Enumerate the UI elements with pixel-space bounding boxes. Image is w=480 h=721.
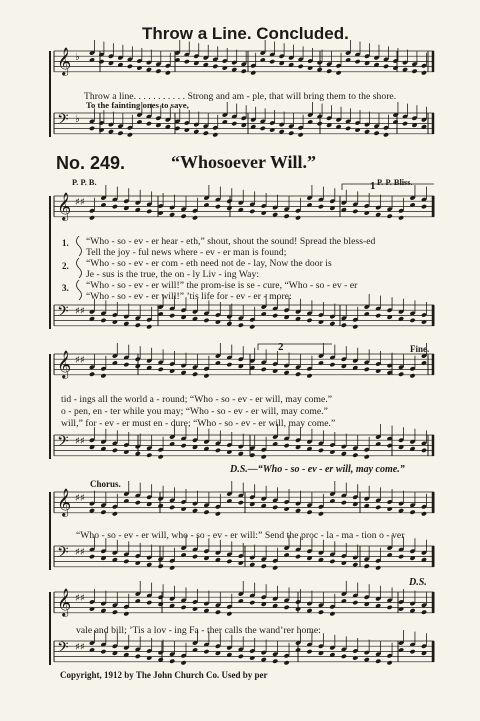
note-head [89,372,95,377]
note-head [329,559,335,564]
note-head [135,500,141,505]
note-head [215,511,221,516]
note-head [146,655,152,660]
note-head [112,319,118,324]
note-head [180,214,186,219]
note-head [203,131,209,136]
note-head [345,57,351,62]
note-head [355,59,361,64]
note-head [231,121,237,126]
treble-clef: 𝄞 [57,588,72,616]
first-ending-label: 1 [370,180,376,192]
note-head [261,367,267,372]
key-signature: ♯♯ [75,593,85,604]
note-head [284,660,290,665]
treble-clef: 𝄞 [57,350,72,378]
note-head [421,360,427,365]
lyric-line: “Who - so - ev - er com - eth need not de - lay, Now the door is [86,258,332,269]
bass-clef: 𝄢 [57,544,69,565]
note-head [269,59,275,64]
verse-brace [77,236,82,256]
note-head [192,606,198,611]
note-head [146,121,152,126]
note-head [241,69,247,74]
bass-clef: 𝄢 [57,111,69,132]
note-head [398,215,404,220]
key-signature: ♭ [75,114,80,125]
note-head [146,453,152,458]
note-head [238,560,244,565]
treble-clef: 𝄞 [57,488,72,516]
note-head [421,319,427,324]
note-head [249,324,255,329]
note-head [100,202,106,207]
note-head [307,65,313,70]
prev-hymn-title: Throw a Line. Concluded. [142,24,349,43]
note-head [392,65,398,70]
note-head [375,313,381,318]
note-head [318,319,324,324]
chorus-lyric-line: “Who - so - ev - er will, who - so - ev - er will:” Send the proc - la - ma - tion o - ver [76,530,405,541]
note-head [261,210,267,215]
note-head [89,57,95,62]
note-head [136,65,142,70]
lyric-line: “Who - so - ev - er hear - eth,” shout, shout the sound! Spread the bless-ed [86,236,376,247]
note-head [155,69,161,74]
note-head [226,559,232,564]
note-head [135,654,141,659]
bass-clef: 𝄢 [57,303,69,324]
note-head [180,605,186,610]
treble-clef: 𝄞 [57,47,72,75]
note-head [184,127,190,132]
note-head [421,448,427,453]
key-signature: ♯♯ [75,197,85,208]
note-head [212,132,218,137]
note-head [284,443,290,448]
note-head [387,605,393,610]
copyright-notice: Copyright, 1912 by The John Church Co. Used by per [60,670,268,680]
note-head [123,362,129,367]
note-head [364,564,370,569]
note-head [421,204,427,209]
verse-number: 1. [62,238,69,248]
note-head [364,311,370,316]
note-head [135,598,141,603]
note-head [192,372,198,377]
note-head [375,659,381,664]
note-head [169,505,175,510]
note-head [345,126,351,131]
note-head [238,323,244,328]
note-head [100,318,106,323]
note-head [215,360,221,365]
note-head [318,360,324,365]
note-head [341,323,347,328]
note-head [238,500,244,505]
second-ending-bracket [258,344,332,350]
note-head [123,559,129,564]
note-head [89,606,95,611]
note-head [295,647,301,652]
note-head [375,368,381,373]
note-head [295,606,301,611]
bass-clef: 𝄢 [57,433,69,454]
note-head [317,121,323,126]
note-head [127,64,133,69]
note-head [352,655,358,660]
note-head [222,65,228,70]
note-head [306,202,312,207]
key-signature: ♯♯ [75,547,85,558]
note-head [215,204,221,209]
note-head [261,564,267,569]
note-head [158,311,164,316]
note-head [298,132,304,137]
note-head [272,659,278,664]
lyric-line: Je - sus is the true, the on - ly Liv - ing Way: [86,269,260,280]
lyric-line: “Who - so - ev - er will!” the prom-ise is se - cure, “Who - so - ev - er [86,280,358,291]
note-head [123,611,129,616]
note-head [329,362,335,367]
note-head [249,600,255,605]
lyric-line: Tell the joy - ful news where - ev - er man is found; [86,247,287,258]
prev-hymn-lyric-line-2: To the fainting ones to save, [86,100,189,110]
note-head [158,210,164,215]
note-head [421,511,427,516]
note-head [203,649,209,654]
note-head [226,498,232,503]
note-head [165,70,171,75]
note-head [295,372,301,377]
note-head [89,647,95,652]
final-lyric-line: vale and bill; ’Tis a lov - ing Fa - ther calls the wand’rer home: [76,625,321,636]
note-head [203,202,209,207]
prev-hymn-lyric-line: Throw a line. . . . . . . . . . . Strong and am - ple, that will bring them to the shore. [84,91,397,102]
second-ending-label: 2 [278,341,284,353]
key-signature: ♯♯ [75,436,85,447]
note-head [238,598,244,603]
key-signature: ♯♯ [75,493,85,504]
note-head [355,127,361,132]
note-head [238,654,244,659]
note-head [249,655,255,660]
note-head [409,510,415,515]
note-head [421,70,427,75]
note-head [402,121,408,126]
note-head [260,126,266,131]
note-head [295,554,301,559]
note-head [180,660,186,665]
note-head [112,448,118,453]
note-head [409,318,415,323]
note-head [398,606,404,611]
note-head [146,324,152,329]
note-head [398,647,404,652]
note-head [184,59,190,64]
note-head [318,448,324,453]
note-head [306,318,312,323]
note-head [260,57,266,62]
note-head [421,610,427,615]
note-head [112,511,118,516]
note-head [383,64,389,69]
note-head [373,131,379,136]
note-head [272,313,278,318]
note-head [215,319,221,324]
note-head [89,215,95,220]
key-signature: ♯♯ [75,355,85,366]
note-head [284,506,290,511]
note-head [352,453,358,458]
note-head [409,373,415,378]
key-signature: ♯♯ [75,642,85,653]
note-head [387,552,393,557]
note-head [341,654,347,659]
dal-segno-text: D.S.—“Who - so - ev - er will, may come.” [230,464,405,475]
lyric-line: will,” for - ev - er must en - dure; “Who - so - ev - er will, may come.” [61,418,336,429]
note-head [136,119,142,124]
note-head [158,367,164,372]
note-head [352,209,358,214]
note-head [364,367,370,372]
note-head [117,131,123,136]
note-head [192,554,198,559]
note-head [123,498,129,503]
note-head [272,368,278,373]
note-head [226,362,232,367]
note-head [180,506,186,511]
note-head [169,659,175,664]
note-head [329,611,335,616]
note-head [398,554,404,559]
note-head [398,372,404,377]
note-head [272,505,278,510]
note-head [127,132,133,137]
note-head [387,660,393,665]
ds-mark: D.S. [409,577,427,588]
note-head [112,204,118,209]
note-head [192,215,198,220]
note-head [411,69,417,74]
note-head [215,448,221,453]
note-head [261,311,267,316]
note-head [318,511,324,516]
verse-brace [77,258,82,278]
note-head [392,119,398,124]
note-head [341,560,347,565]
note-head [100,649,106,654]
note-head [100,510,106,515]
note-head [112,610,118,615]
note-head [146,600,152,605]
note-head [98,59,104,64]
note-head [100,373,106,378]
note-head [272,441,278,446]
words-credit: P. P. B. [72,178,97,187]
note-head [288,131,294,136]
note-head [222,119,228,124]
lyric-line: o - pen, en - ter while you may; “Who - so - ev - er will, may come.” [61,406,328,417]
note-head [387,214,393,219]
hymn-title: “Whosoever Will.” [171,152,317,172]
note-head [169,565,175,570]
note-head [375,505,381,510]
note-head [158,454,164,459]
key-signature: ♭ [75,52,80,63]
note-head [212,64,218,69]
note-head [226,449,232,454]
note-head [146,209,152,214]
verse-number: 3. [62,283,69,293]
note-head [169,441,175,446]
note-head [169,313,175,318]
note-head [375,441,381,446]
note-head [135,560,141,565]
note-head [180,443,186,448]
note-head [364,210,370,215]
key-signature: ♯♯ [75,306,85,317]
note-head [318,610,324,615]
bass-clef: 𝄢 [57,639,69,660]
note-head [329,498,335,503]
note-head [318,204,324,209]
note-head [169,368,175,373]
hymn-number: No. 249. [56,153,126,173]
note-head [383,132,389,137]
note-head [364,454,370,459]
note-head [341,500,347,505]
note-head [249,209,255,214]
note-head [158,564,164,569]
note-head [341,598,347,603]
note-head [261,454,267,459]
note-head [284,214,290,219]
fine-label: Fine. [410,344,430,354]
note-head [226,611,232,616]
note-head [306,649,312,654]
note-head [409,202,415,207]
note-head [409,649,415,654]
note-head [295,215,301,220]
note-head [112,360,118,365]
note-head [215,610,221,615]
note-head [203,318,209,323]
note-head [180,552,186,557]
note-head [352,324,358,329]
note-head [89,554,95,559]
note-head [298,64,304,69]
note-head [306,510,312,515]
chorus-label: Chorus. [90,479,121,489]
lyric-line: tid - ings all the world a - round; “Who - so - ev - er will, may come.” [61,394,333,405]
verse-number: 2. [62,261,69,271]
note-head [307,119,313,124]
note-head [352,600,358,605]
note-head [329,449,335,454]
note-head [98,127,104,132]
note-head [375,565,381,570]
music-credit: P. P. Bliss. [377,178,413,187]
verse-brace [77,280,82,300]
note-head [269,127,275,132]
note-head [135,323,141,328]
note-head [123,449,129,454]
note-head [250,70,256,75]
note-head [192,647,198,652]
note-head [284,605,290,610]
note-head [326,69,332,74]
note-head [336,70,342,75]
note-head [306,373,312,378]
treble-clef: 𝄞 [57,192,72,220]
note-head [89,126,95,131]
note-head [272,565,278,570]
note-head [203,373,209,378]
note-head [387,506,393,511]
lyric-line: “Who - so - ev - er will!” ’tis life for - ev - er - more: [86,291,292,302]
note-head [203,510,209,515]
note-head [284,552,290,557]
